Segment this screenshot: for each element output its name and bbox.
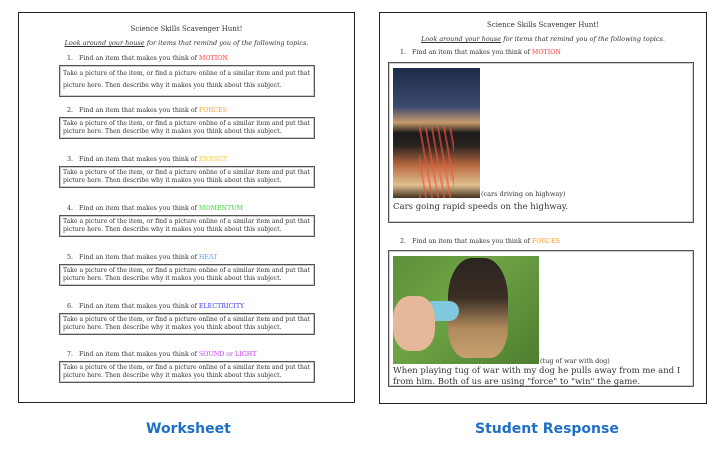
worksheet-answer-box-6[interactable]: Take a picture of the item, or find a picture online of a similar item and put that picture here. Then describe why it makes you think about this subject. bbox=[59, 313, 315, 335]
response-question-1 bbox=[400, 49, 561, 56]
question-prompt: Find an item that makes you think of bbox=[79, 55, 199, 62]
worksheet-answer-box-3[interactable]: Take a picture of the item, or find a picture online of a similar item and put that picture here. Then describe why it makes you think about this subject. bbox=[59, 166, 315, 188]
question-prompt: Find an item that makes you think of bbox=[79, 303, 199, 310]
worksheet-answer-box-5[interactable]: Take a picture of the item, or find a picture online of a similar item and put that picture here. Then describe why it makes you think about this subject. bbox=[59, 264, 315, 286]
worksheet-question-3 bbox=[67, 156, 227, 163]
worksheet-question-6 bbox=[67, 303, 244, 310]
worksheet-answer-box-4[interactable]: Take a picture of the item, or find a picture online of a similar item and put that picture here. Then describe why it makes you think about this subject. bbox=[59, 215, 315, 237]
response-question-2 bbox=[400, 238, 560, 245]
worksheet-question-2 bbox=[67, 107, 227, 114]
topic-label: ENERGY bbox=[198, 156, 228, 163]
worksheet-question-4 bbox=[67, 205, 243, 212]
photo-caption: (cars driving on highway) bbox=[481, 190, 566, 198]
student-response-page bbox=[379, 12, 707, 404]
topic-label: HEAT bbox=[198, 254, 218, 261]
question-number: 3. bbox=[67, 156, 74, 163]
question-number: 2. bbox=[67, 107, 74, 114]
photo-caption: (tug of war with dog) bbox=[540, 357, 610, 365]
response-title: Science Skills Scavenger Hunt! bbox=[487, 21, 599, 29]
topic-label: FORCES bbox=[198, 107, 227, 114]
question-prompt: Find an item that makes you think of bbox=[79, 205, 199, 212]
worksheet-question-5 bbox=[67, 254, 217, 261]
question-number: 7. bbox=[67, 351, 74, 358]
question-number: 5. bbox=[67, 254, 74, 261]
worksheet-answer-box-1[interactable]: Take a picture of the item, or find a picture online of a similar item and put that picture here. Then describe why it makes you think about this subject. bbox=[59, 65, 315, 97]
dog-tug-of-war-photo bbox=[393, 256, 539, 364]
answer-text: Cars going rapid speeds on the highway. bbox=[393, 202, 569, 212]
question-number: 1. bbox=[400, 49, 407, 56]
topic-label: MOTION bbox=[198, 55, 228, 62]
worksheet-answer-box-2[interactable]: Take a picture of the item, or find a picture online of a similar item and put that picture here. Then describe why it makes you think about this subject. bbox=[59, 117, 315, 139]
subtitle-rest: for items that remind you of the following topics. bbox=[501, 35, 665, 43]
worksheet-title: Science Skills Scavenger Hunt! bbox=[130, 25, 243, 33]
question-prompt: Find an item that makes you think of bbox=[412, 49, 532, 56]
topic-label: MOMENTUM bbox=[198, 205, 244, 212]
question-prompt: Find an item that makes you think of bbox=[412, 238, 532, 245]
subtitle-rest: for items that remind you of the following topics. bbox=[144, 39, 309, 47]
topic-forces: FORCES bbox=[531, 238, 560, 245]
question-prompt: Find an item that makes you think of bbox=[79, 107, 199, 114]
subtitle-underlined: Look around your house bbox=[64, 39, 145, 47]
answer-text: When playing tug of war with my dog he pulls away from me and I from him. Both of us are using "force" to "win" the game. bbox=[393, 366, 681, 388]
worksheet-page bbox=[18, 12, 355, 403]
highway-photo bbox=[393, 68, 480, 198]
worksheet-question-1 bbox=[67, 55, 228, 62]
worksheet-caption: Worksheet bbox=[146, 421, 231, 437]
response-box-2 bbox=[388, 250, 694, 387]
response-subtitle bbox=[380, 35, 706, 43]
question-prompt: Find an item that makes you think of bbox=[79, 351, 199, 358]
topic-label: ELECTRICITY bbox=[198, 303, 245, 310]
question-number: 1. bbox=[67, 55, 74, 62]
worksheet-subtitle bbox=[19, 39, 354, 47]
response-box-1 bbox=[388, 62, 694, 223]
question-number: 6. bbox=[67, 303, 74, 310]
subtitle-underlined: Look around your house bbox=[421, 35, 502, 43]
question-prompt: Find an item that makes you think of bbox=[79, 156, 199, 163]
worksheet-answer-box-7[interactable]: Take a picture of the item, or find a picture online of a similar item and put that picture here. Then describe why it makes you think about this subject. bbox=[59, 361, 315, 383]
topic-label: SOUND or LIGHT bbox=[198, 351, 257, 358]
question-number: 4. bbox=[67, 205, 74, 212]
topic-motion: MOTION bbox=[531, 49, 561, 56]
question-prompt: Find an item that makes you think of bbox=[79, 254, 199, 261]
student-response-caption: Student Response bbox=[475, 421, 619, 437]
worksheet-question-7 bbox=[67, 351, 256, 358]
question-number: 2. bbox=[400, 238, 407, 245]
